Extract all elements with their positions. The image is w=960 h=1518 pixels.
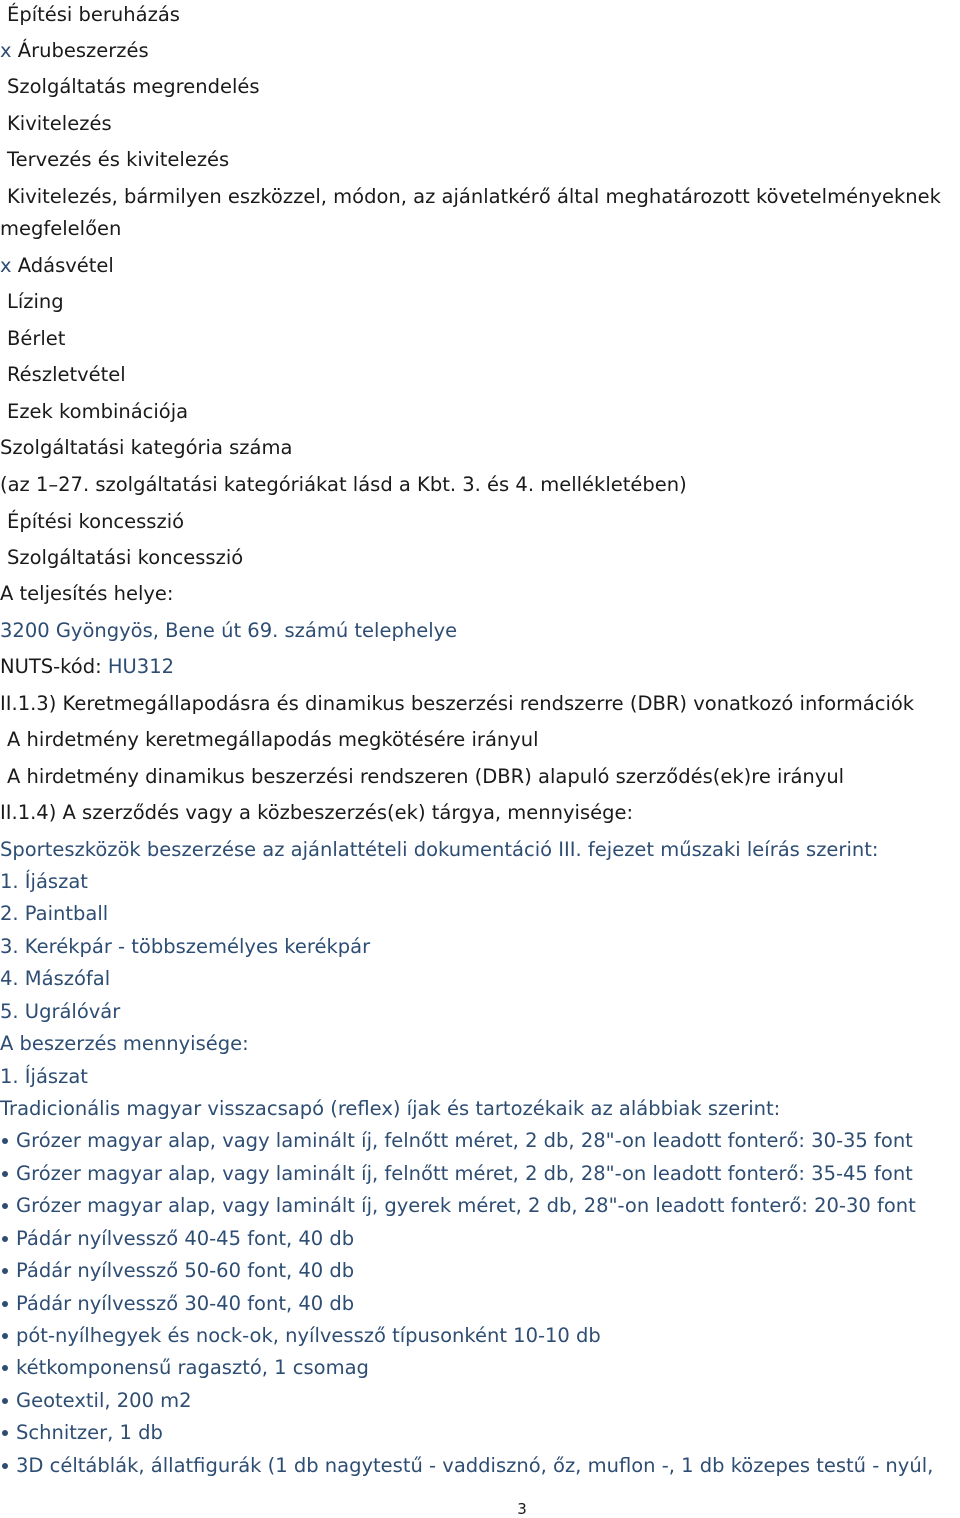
quantity-label: A beszerzés mennyisége: (0, 1032, 249, 1055)
option-arubeszerzes (0, 39, 149, 63)
option-reszletvetel: Részletvétel (7, 363, 126, 386)
option-kivitelezes-barmilyen-cont: megfelelően (0, 217, 122, 240)
option-kombinacio: Ezek kombinációja (7, 400, 189, 423)
list-item: 2. Paintball (0, 902, 109, 925)
list-item: 3. Kerékpár - többszemélyes kerékpár (0, 935, 371, 958)
option-szolg-kategoria-note: (az 1–27. szolgáltatási kategóriákat lásd a Kbt. 3. és 4. mellékletében) (0, 473, 687, 496)
option-lizing: Lízing (7, 290, 64, 313)
option-szolg-koncesszio: Szolgáltatási koncesszió (7, 546, 244, 569)
bullet-item: Grózer magyar alap, vagy laminált íj, gyerek méret, 2 db, 28"-on leadott fonterő: 20-30 font (2, 1194, 916, 1218)
nuts-value: HU312 (107, 655, 175, 678)
bullet-item: Grózer magyar alap, vagy laminált íj, felnőtt méret, 2 db, 28"-on leadott fonterő: 35-45 font (2, 1162, 913, 1186)
bullet-item: kétkomponensű ragasztó, 1 csomag (2, 1356, 369, 1380)
section-113-item-2: A hirdetmény dinamikus beszerzési rendszeren (DBR) alapuló szerződés(ek)re irányul (7, 765, 845, 788)
option-kivitelezes-barmilyen: Kivitelezés, bármilyen eszközzel, módon, az ajánlatkérő által meghatározott követelményeknek (7, 185, 941, 208)
nuts-code (0, 655, 174, 679)
option-epitesi-koncesszio: Építési koncesszió (7, 510, 185, 533)
bullet-item: Geotextil, 200 m2 (2, 1389, 192, 1413)
place-label: A teljesítés helye: (0, 582, 174, 605)
bullet-item: 3D céltáblák, állatfigurák (1 db nagytestű - vaddisznó, őz, muflon -, 1 db közepes testű - nyúl, (2, 1454, 933, 1478)
list-item: 1. Íjászat (0, 870, 88, 893)
bullet-item: Pádár nyílvessző 40-45 font, 40 db (2, 1227, 354, 1251)
option-berlet: Bérlet (7, 327, 66, 350)
list-item: 5. Ugrálóvár (0, 1000, 121, 1023)
page-number: 3 (517, 1500, 527, 1518)
option-arubeszerzes-label: Árubeszerzés (17, 39, 149, 62)
list-item: 4. Mászófal (0, 967, 111, 990)
option-szolgaltatas-megrendeles: Szolgáltatás megrendelés (7, 75, 260, 98)
section-113-item-1: A hirdetmény keretmegállapodás megkötésére irányul (7, 728, 539, 751)
checked-mark: x (0, 254, 12, 277)
section-114-heading: II.1.4) A szerződés vagy a közbeszerzés(ek) tárgya, mennyisége: (0, 801, 634, 824)
option-szolg-kategoria: Szolgáltatási kategória száma (0, 436, 293, 459)
bullet-item: Grózer magyar alap, vagy laminált íj, felnőtt méret, 2 db, 28"-on leadott fonterő: 30-35 font (2, 1129, 913, 1153)
bullet-item: Pádár nyílvessző 30-40 font, 40 db (2, 1292, 354, 1316)
bullet-item: Pádár nyílvessző 50-60 font, 40 db (2, 1259, 354, 1283)
option-epitesi-beruhazas: Építési beruházás (7, 3, 180, 26)
option-tervezes-kivitelezes: Tervezés és kivitelezés (7, 148, 230, 171)
nuts-label: NUTS-kód: (0, 655, 102, 678)
section-113-heading: II.1.3) Keretmegállapodásra és dinamikus beszerzési rendszerre (DBR) vonatkozó információk (0, 692, 915, 715)
option-adasvetel (0, 254, 114, 278)
option-kivitelezes: Kivitelezés (7, 112, 112, 135)
bullet-item: pót-nyílhegyek és nock-ok, nyílvessző típusonként 10-10 db (2, 1324, 601, 1348)
checked-mark: x (0, 39, 12, 62)
place-address: 3200 Gyöngyös, Bene út 69. számú telephelye (0, 619, 458, 642)
section-114-intro: Sporteszközök beszerzése az ajánlattételi dokumentáció III. fejezet műszaki leírás szerint: (0, 838, 879, 861)
sub-intro: Tradicionális magyar visszacsapó (reflex) íjak és tartozékaik az alábbiak szerint: (0, 1097, 781, 1120)
option-adasvetel-label: Adásvétel (17, 254, 114, 277)
sub-heading: 1. Íjászat (0, 1065, 88, 1088)
bullet-item: Schnitzer, 1 db (2, 1421, 163, 1445)
